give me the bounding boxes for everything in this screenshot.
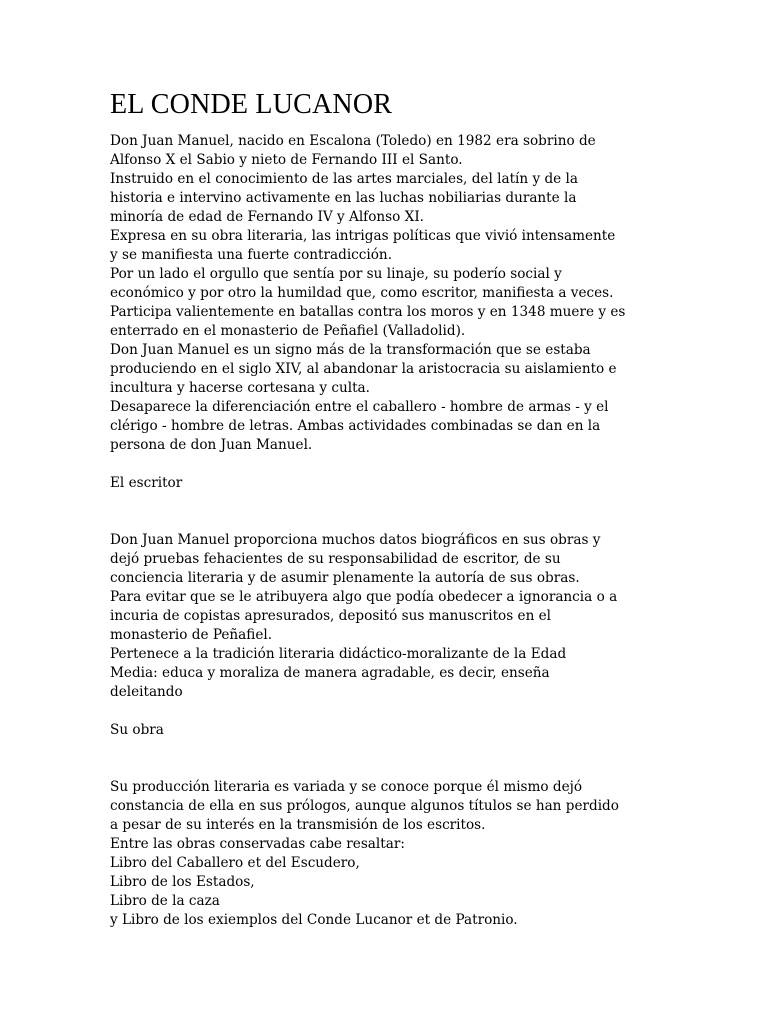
text-line: Don Juan Manuel proporciona muchos datos biográficos en sus obras y <box>110 532 601 548</box>
text-line: Don Juan Manuel es un signo más de la transformación que se estaba <box>110 342 591 358</box>
text-line: incultura y hacerse cortesana y culta. <box>110 380 370 396</box>
blank-line <box>110 455 670 474</box>
text-line: historia e intervino activamente en las luchas nobiliarias durante la <box>110 190 577 206</box>
text-line: Por un lado el orgullo que sentía por su linaje, su poderío social y <box>110 266 562 282</box>
text-line: persona de don Juan Manuel. <box>110 437 313 453</box>
text-line: minoría de edad de Fernando IV y Alfonso XI. <box>110 209 425 225</box>
text-line: Instruido en el conocimiento de las artes marciales, del latín y de la <box>110 171 578 187</box>
text-line: Libro de la caza <box>110 893 220 909</box>
blank-line <box>110 759 670 778</box>
text-line: Para evitar que se le atribuyera algo que podía obedecer a ignorancia o a <box>110 589 618 605</box>
text-line: y Libro de los exiemplos del Conde Lucanor et de Patronio. <box>110 912 518 928</box>
text-line: Libro de los Estados, <box>110 874 255 890</box>
section-heading-obra: Su obra <box>110 722 164 738</box>
blank-line <box>110 512 670 531</box>
text-line: dejó pruebas fehacientes de su responsabilidad de escritor, de su <box>110 551 561 567</box>
text-line: Don Juan Manuel, nacido en Escalona (Toledo) en 1982 era sobrino de <box>110 133 596 149</box>
text-line: produciendo en el siglo XIV, al abandonar la aristocracia su aislamiento e <box>110 361 617 377</box>
blank-line <box>110 740 670 759</box>
text-line: Libro del Caballero et del Escudero, <box>110 855 360 871</box>
escritor-paragraph <box>110 531 670 702</box>
text-line: Media: educa y moraliza de manera agradable, es decir, enseña <box>110 665 550 681</box>
text-line: Desaparece la diferenciación entre el caballero - hombre de armas - y el <box>110 399 609 415</box>
document-title: EL CONDE LUCANOR <box>110 89 393 120</box>
text-line: incuria de copistas apresurados, depositó sus manuscritos en el <box>110 608 552 624</box>
text-line: monasterio de Peñafiel. <box>110 627 273 643</box>
text-line: y se manifiesta una fuerte contradicción. <box>110 247 393 263</box>
text-line: Entre las obras conservadas cabe resaltar: <box>110 836 405 852</box>
text-line: Su producción literaria es variada y se conoce porque él mismo dejó <box>110 779 583 795</box>
text-line: económico y por otro la humildad que, como escritor, manifiesta a veces. <box>110 285 614 301</box>
text-line: Expresa en su obra literaria, las intrigas políticas que vivió intensamente <box>110 228 616 244</box>
blank-line <box>110 702 670 721</box>
blank-line <box>110 493 670 512</box>
text-line: Pertenece a la tradición literaria didáctico-moralizante de la Edad <box>110 646 567 662</box>
obra-paragraph <box>110 778 670 930</box>
text-line: conciencia literaria y de asumir plenamente la autoría de sus obras. <box>110 570 580 586</box>
text-line: constancia de ella en sus prólogos, aunque algunos títulos se han perdido <box>110 798 619 814</box>
text-line: Participa valientemente en batallas contra los moros y en 1348 muere y es <box>110 304 626 320</box>
intro-paragraph <box>110 132 670 455</box>
section-heading-escritor: El escritor <box>110 475 183 491</box>
text-line: a pesar de su interés en la transmisión de los escritos. <box>110 817 486 833</box>
text-line: deleitando <box>110 684 183 700</box>
text-line: Alfonso X el Sabio y nieto de Fernando III el Santo. <box>110 152 463 168</box>
document-page <box>110 88 670 930</box>
text-line: clérigo - hombre de letras. Ambas actividades combinadas se dan en la <box>110 418 601 434</box>
text-line: enterrado en el monasterio de Peñafiel (Valladolid). <box>110 323 466 339</box>
